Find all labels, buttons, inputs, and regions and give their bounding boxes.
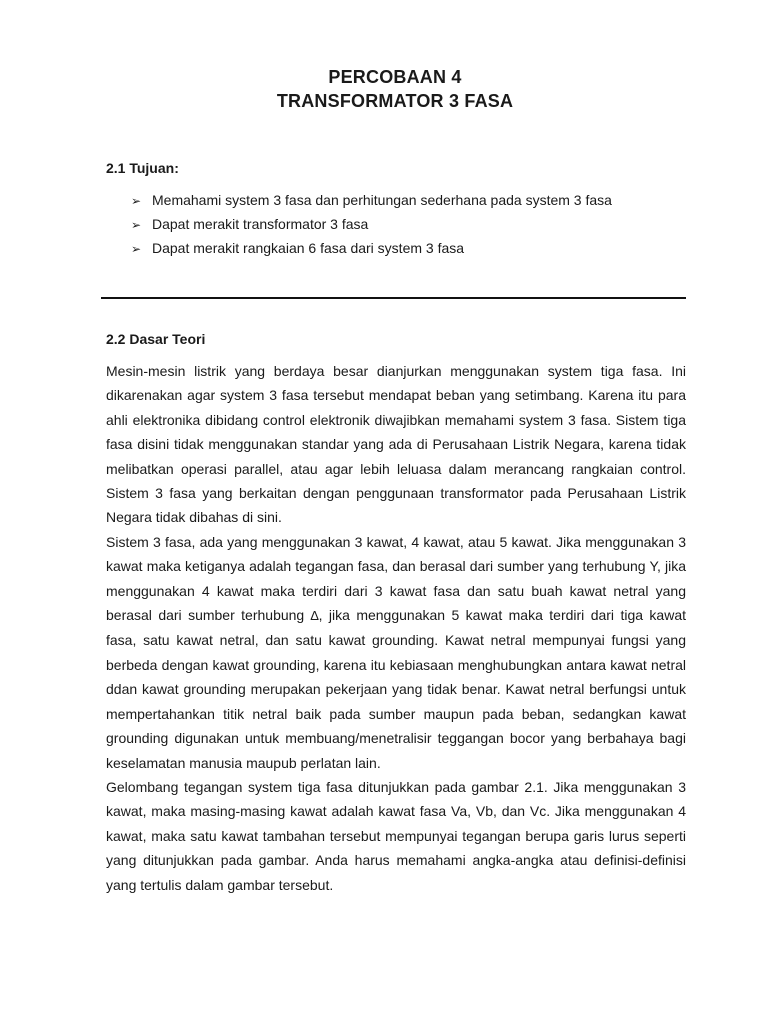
section-heading-dasar-teori: 2.2 Dasar Teori <box>106 331 206 347</box>
document-title-line-1: PERCOBAAN 4 <box>328 67 462 87</box>
paragraph-2 <box>106 530 686 775</box>
paragraph-3: Gelombang tegangan system tiga fasa ditunjukkan pada gambar 2.1. Jika menggunakan 3 kawat, maka masing-masing kawat adalah kawat fasa Va, Vb, dan Vc. Jika menggunakan 4 kawat, maka satu kawat tambahan tersebut mempunyai tegangan berupa garis lurus seperti yang ditunjukkan pada gambar. Anda harus memahami angka-angka atau definisi-definisi yang tertulis dalam gambar tersebut. <box>106 778 686 893</box>
list-item-text: Memahami system 3 fasa dan perhitungan sederhana pada system 3 fasa <box>152 192 612 208</box>
list-item <box>131 190 612 214</box>
paragraph-1: Mesin-mesin listrik yang berdaya besar dianjurkan menggunakan system tiga fasa. Ini dikarenakan agar system 3 fasa tersebut mendapat beban yang setimbang. Karena itu para ahli elektronika dibidang control elektronik diwajibkan memahami system 3 fasa. Sistem tiga fasa disini tidak menggunakan standar yang ada di Perusahaan Listrik Negara, karena tidak melibatkan operasi parallel, atau agar lebih leluasa dalam merancang rangkaian control. Sistem 3 fasa yang berkaitan dengan penggunaan transformator pada Perusahaan Listrik Negara tidak dibahas di sini. <box>106 363 686 526</box>
paragraph-2-text-a: Sistem 3 fasa, ada yang menggunakan 3 kawat, 4 kawat, atau 5 kawat. Jika menggunakan 3 kawat maka ketiganya adalah tegangan fasa, dan berasal dari sumber yang terhubung Y, jika menggunakan 4 kawat maka terdiri dari 3 kawat fasa dan satu buah kawat netral yang berasal dari sumber terhubung <box>106 533 686 624</box>
list-item-text: Dapat merakit rangkaian 6 fasa dari system 3 fasa <box>152 240 465 256</box>
list-item-text: Dapat merakit transformator 3 fasa <box>152 216 369 232</box>
arrow-bullet-icon: ➢ <box>131 242 142 256</box>
list-item <box>131 238 612 262</box>
list-item <box>131 214 612 238</box>
theory-body <box>106 359 686 897</box>
document-title-line-2: TRANSFORMATOR 3 FASA <box>276 91 514 111</box>
section-divider <box>101 297 686 299</box>
paragraph-2-text-b: , jika menggunakan 5 kawat maka terdiri dari tiga kawat fasa, satu kawat netral, dan satu kawat grounding. Kawat netral mempunyai fungsi yang berbeda dengan kawat grounding, karena itu kebiasaan menghubungkan antara kawat netral ddan kawat grounding merupakan pekerjaan yang tidak benar. Kawat netral berfungsi untuk mempertahankan titik netral baik pada sumber maupun pada beban, sedangkan kawat grounding digunakan untuk membuang/menetralisir teggangan bocor yang berbahaya bagi keselamatan manusia maupub perlatan lain. <box>106 607 687 771</box>
arrow-bullet-icon: ➢ <box>131 194 142 208</box>
objectives-list <box>131 190 612 262</box>
delta-symbol: ∆ <box>310 608 319 624</box>
section-heading-tujuan: 2.1 Tujuan: <box>106 160 179 176</box>
arrow-bullet-icon: ➢ <box>131 218 142 232</box>
